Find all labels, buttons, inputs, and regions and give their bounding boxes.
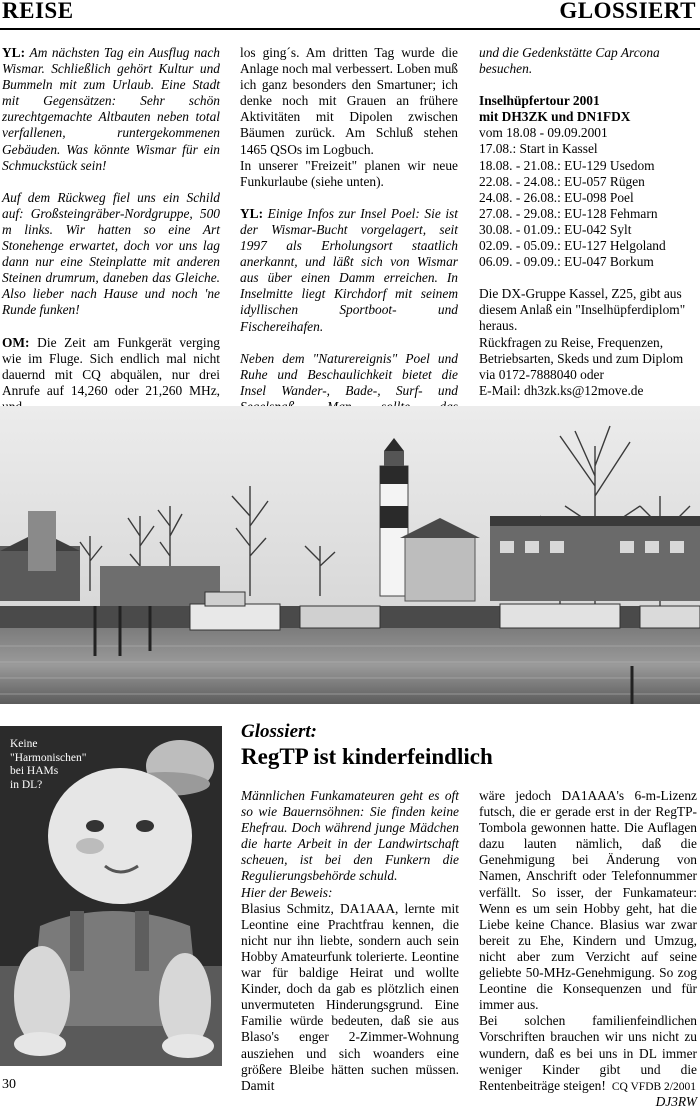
- caption-line: Keine: [10, 738, 38, 750]
- caption-line: in DL?: [10, 778, 43, 791]
- list-item: 22.08. - 24.08.: EU-057 Rügen: [479, 173, 645, 189]
- paragraph-text: Am nächsten Tag ein Ausflug nach Wismar. Schließlich gehört Kultur und Bummeln mit zum Urlaub. Eine Stadt mit Gegensätzen: Sehr schön zurechtgemachte Altbauten neben total verfallenen, runtergekommenen Gebäuden. Was könnte Wismar für ein Schmuckstück sein!: [2, 45, 220, 173]
- baby-photo: [0, 726, 222, 1066]
- gloss-intro: Männlichen Funkamateuren geht es oft so wie Bauernsöhnen: Sie finden keine Ehefrau. Doch während junge Mädchen die harte Arbeit in der Landwirtschaft scheuen, ist bei den Funkern die Regulierungsbehörde schuld.: [241, 788, 459, 884]
- speaker-yl: YL:: [240, 205, 264, 221]
- list-item: 24.08. - 26.08.: EU-098 Poel: [479, 189, 634, 205]
- harbour-photo: [0, 406, 700, 704]
- paragraph-yl-wismar: [2, 45, 220, 174]
- paragraph-text: Einige Infos zur Insel Poel: Sie ist der Wismar-Bucht vorgelagert, seit 1997 als Erholungsort staatlich anerkannt, und läßt sich von Wismar aus über einen Damm erreichen. In Inselmitte liegt Kirchdorf mit seinem idyllischen Sportboot- und Fischereihafen.: [240, 205, 458, 334]
- contact-email: E-Mail: dh3zk.ks@12move.de: [479, 382, 644, 398]
- paragraph-naturereignis: Neben dem "Naturereignis" Poel und Ruhe und Beschaulichkeit bietet die Insel Wander-, Bade-, Surf- und: [240, 350, 458, 398]
- gloss-column-2: [479, 788, 697, 1110]
- gloss-body-3: Bei solchen familienfeindlichen Vorschriften brauchen wir uns nicht zu wundern, daß es bei uns in DL immer weniger Kinder gibt und die Rentenbeiträge steigen!: [479, 1013, 697, 1093]
- speaker-yl: YL:: [2, 45, 26, 60]
- paragraph-yl-poel: [240, 206, 458, 335]
- list-item: 06.09. - 09.09.: EU-047 Borkum: [479, 254, 654, 270]
- tour-schedule-list: [479, 141, 697, 270]
- paragraph-rueckfragen: Rückfragen zu Reise, Frequenzen, Betriebsarten, Skeds und zum Diplom via 0172-7888040 oder: [479, 334, 684, 382]
- tour-period: vom 18.08 - 09.09.2001: [479, 125, 608, 141]
- tour-title-line-2: mit DH3ZK und DN1FDX: [479, 109, 631, 125]
- gloss-signature: DJ3RW: [655, 1093, 697, 1109]
- list-item: 18.08. - 21.08.: EU-129 Usedom: [479, 157, 655, 173]
- list-item: 27.08. - 29.08.: EU-128 Fehmarn: [479, 205, 658, 221]
- article-column-2: [240, 45, 458, 447]
- gloss-column-1: [241, 788, 459, 1094]
- gloss-body-1: Blasius Schmitz, DA1AAA, lernte mit Leontine eine Prachtfrau kennen, die nicht nur ihn liebte, sondern auch sein Hobby Amateurfunk tolerierte. Leontine war für baldige Heirat und wollte Kinder, doch da gab es plötzlich einen unvermuteten Hinderungsgrund. Eine Familie würde bedeuten, daß sie aus Blaso's enger 2-Zimmer-Wohnung ausziehen und sich woanders eine größere Bleibe hätten suchen müssen. Damit: [241, 900, 459, 1093]
- caption-line: "Harmonischen": [10, 751, 87, 764]
- list-item: 02.09. - 05.09.: EU-127 Helgoland: [479, 238, 666, 254]
- caption-line: bei HAMs: [10, 765, 59, 777]
- list-item: 17.08.: Start in Kassel: [479, 141, 598, 157]
- section-label-reise: REISE: [2, 0, 74, 23]
- header-rule: [0, 28, 700, 30]
- gloss-proof: Hier der Beweis:: [241, 884, 333, 900]
- gloss-kicker: Glossiert:: [241, 721, 317, 742]
- photo-caption: [10, 738, 86, 792]
- paragraph-stonehenge: Auf dem Rückweg fiel uns ein Schild auf: Großsteingräber-Nordgruppe, 500 m links. Wir hatten so eine Art Stonehenge erwartet, doch vor uns lag dann nur eine Steinplatte mit anderen Steinen drumrum, daneben das Gleiche. Also lieber nach Hause und noch 'ne Runde funken!: [2, 189, 220, 318]
- speaker-om: OM:: [2, 334, 30, 350]
- paragraph-freizeit: In unserer "Freizeit" planen wir neue Funkurlaube (siehe unten).: [240, 157, 458, 189]
- page-header: [0, 0, 700, 30]
- paragraph-cap-arcona: und die Gedenkstätte Cap Arcona besuchen.: [479, 45, 660, 77]
- tour-title-line-1: Inselhüpfertour 2001: [479, 93, 600, 109]
- journal-issue: CQ VFDB 2/2001: [611, 1081, 696, 1093]
- list-item: 30.08. - 01.09.: EU-042 Sylt: [479, 221, 632, 237]
- page-number: 30: [2, 1077, 16, 1092]
- paragraph-text: Die Zeit am Funkgerät verging wie im Fluge. Sich endlich mal nicht dauernd mit CQ abquälen, nur drei Anrufe auf 14,260 oder 21,260 MHz,: [2, 334, 220, 398]
- gloss-title: RegTP ist kinderfeindlich: [241, 744, 493, 769]
- article-column-1: [2, 45, 220, 431]
- article-column-3: [479, 45, 697, 399]
- paragraph-diplom: Die DX-Gruppe Kassel, Z25, gibt aus diesem Anlaß ein "Inselhüpferdiplom" heraus.: [479, 286, 686, 334]
- section-label-glossiert: GLOSSIERT: [559, 0, 696, 23]
- paragraph-anlage: los ging´s. Am dritten Tag wurde die Anlage noch mal verbessert. Loben muß ich ganz besonders den Smartuner; ich denke noch mit Grauen an frühere Aktivitäten mit Dipolen zwischen Bäumen zurück. Am Schluß stehen 1465 QSOs im Logbuch.: [240, 45, 458, 157]
- gloss-body-2: wäre jedoch DA1AAA's 6-m-Lizenz futsch, die er gerade erst in der RegTP-Tombola gewonnen hatte. Die Auflagen dazu lauten nämlich, daß die Genehmigung bei Änderung von Namen, Anschrift oder Telefonnummer verfällt. So isser, der Funkamateur: Wenn es um sein Hobby geht, hat die Liebe keine Chance. Blasius war zwar bereit zu Ehe, Kindern und Umzug, nicht aber zum Verzicht auf seine geliebte 50-MHz-Genehmigung. So zog Leontine die Konsequenzen und für immer aus.: [479, 788, 697, 1013]
- paragraph-om-funk: [2, 335, 220, 415]
